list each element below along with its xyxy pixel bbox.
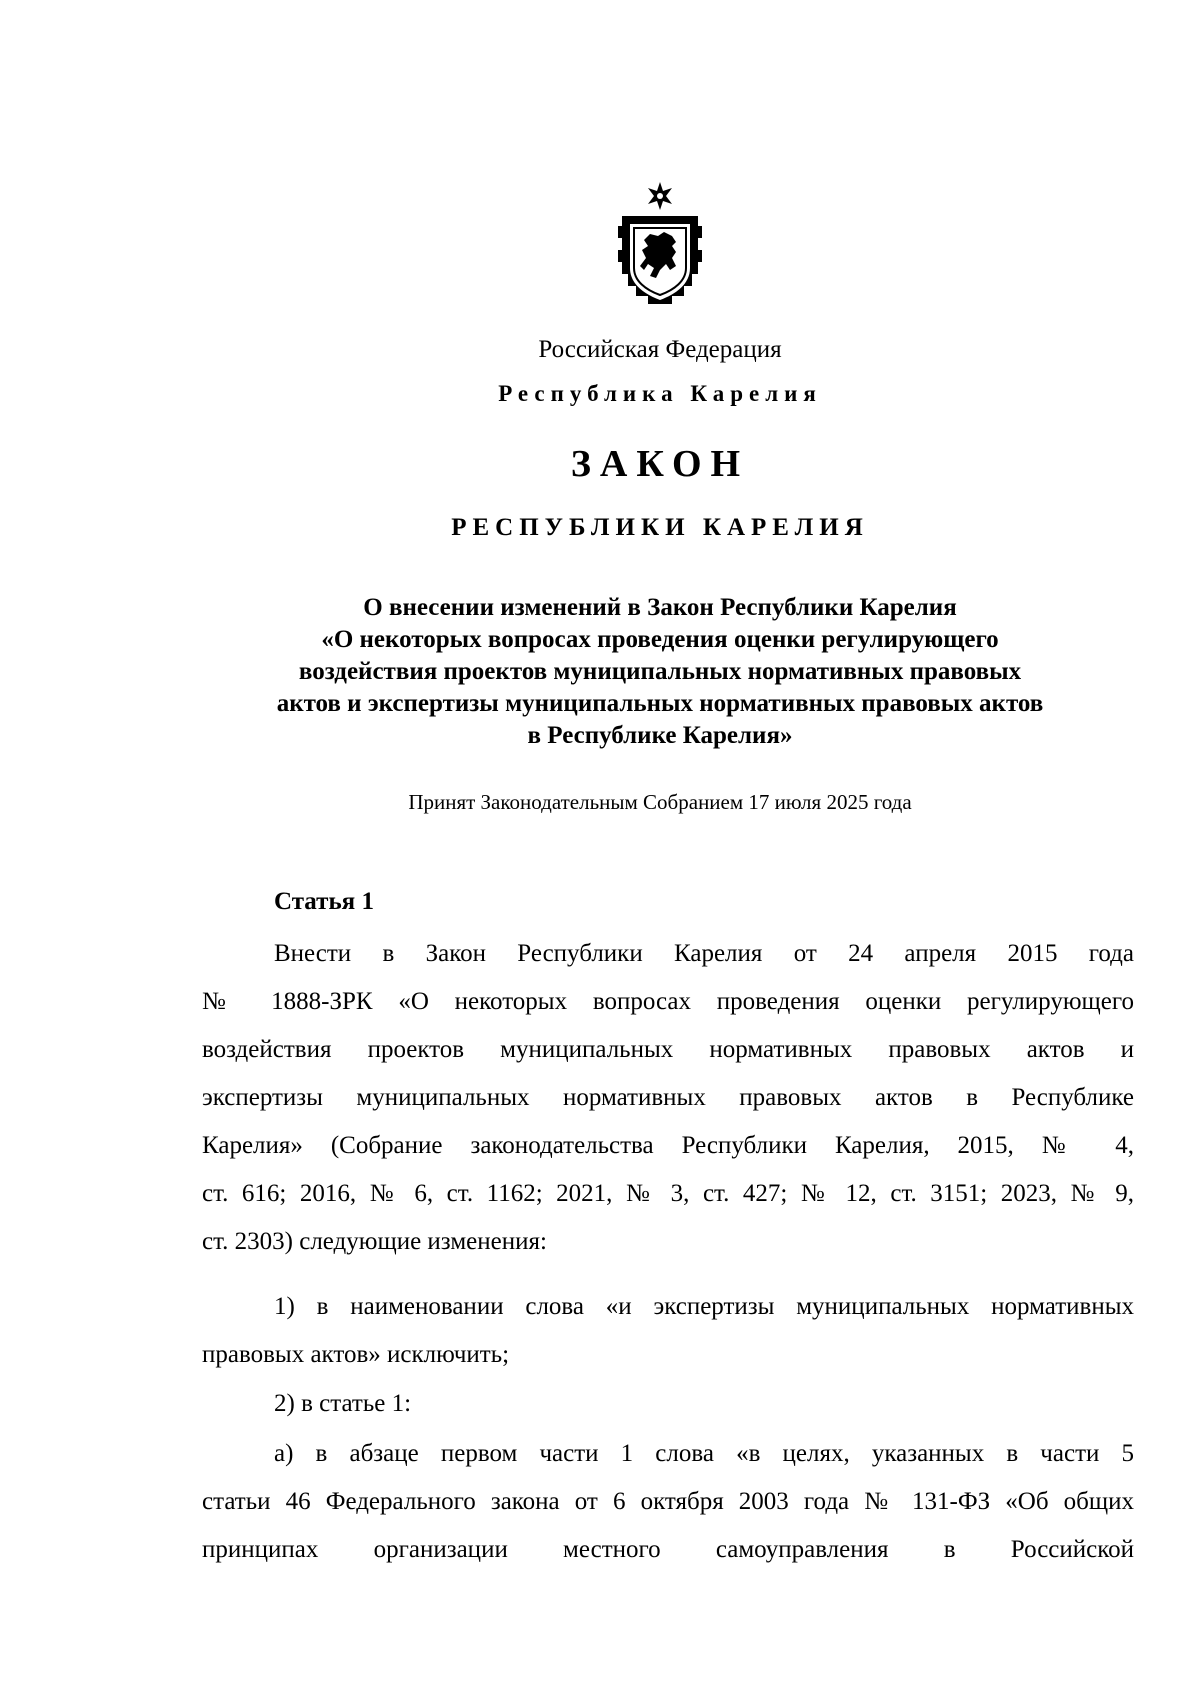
document-type: ЗАКОН (570, 443, 750, 485)
paragraph-line: ст. 2303) следующие изменения: (202, 1228, 547, 1255)
paragraph-line: 1) в наименовании слова «и экспертизы муниципальных нормативных (274, 1293, 1134, 1320)
paragraph-line: 2) в статье 1: (274, 1390, 412, 1417)
paragraph-line: принципах организации местного самоуправления в Российской (202, 1536, 1134, 1563)
paragraph-line: воздействия проектов муниципальных нормативных правовых актов и (202, 1036, 1134, 1063)
paragraph-line: а) в абзаце первом части 1 слова «в целях, указанных в части 5 (274, 1440, 1134, 1467)
paragraph-line: Карелия» (Собрание законодательства Республики Карелия, 2015, № 4, (202, 1132, 1134, 1159)
article-heading: Статья 1 (274, 888, 374, 915)
paragraph-line: статьи 46 Федерального закона от 6 октября 2003 года № 131-ФЗ «Об общих (202, 1488, 1134, 1515)
republic-name: Республика Карелия (498, 381, 822, 406)
law-title-line: «О некоторых вопросах проведения оценки регулирующего (321, 626, 999, 653)
law-title-line: актов и экспертизы муниципальных нормативных правовых актов (276, 690, 1044, 717)
amendment-item-2a (202, 1430, 1134, 1574)
country-name: Российская Федерация (538, 336, 782, 363)
law-title (200, 592, 1120, 752)
amendment-item-2 (202, 1380, 1134, 1428)
karelia-coat-of-arms-icon (614, 180, 706, 315)
paragraph-line: правовых актов» исключить; (202, 1341, 510, 1368)
paragraph-line: ст. 616; 2016, № 6, ст. 1162; 2021, № 3, ст. 427; № 12, ст. 3151; 2023, № 9, (202, 1180, 1134, 1207)
amendment-item-1 (202, 1283, 1134, 1379)
adoption-note: Принят Законодательным Собранием 17 июля 2025 года (408, 790, 912, 814)
law-title-line: в Республике Карелия» (527, 722, 793, 749)
paragraph-line: Внести в Закон Республики Карелия от 24 апреля 2015 года (274, 940, 1134, 967)
law-title-line: воздействия проектов муниципальных нормативных правовых (298, 658, 1022, 685)
document-issuer: РЕСПУБЛИКИ КАРЕЛИЯ (451, 514, 869, 541)
article-paragraph (202, 930, 1134, 1266)
paragraph-line: экспертизы муниципальных нормативных правовых актов в Республике (202, 1084, 1134, 1111)
paragraph-line: № 1888-ЗРК «О некоторых вопросах проведения оценки регулирующего (202, 988, 1134, 1015)
law-title-line: О внесении изменений в Закон Республики Карелия (363, 594, 957, 621)
